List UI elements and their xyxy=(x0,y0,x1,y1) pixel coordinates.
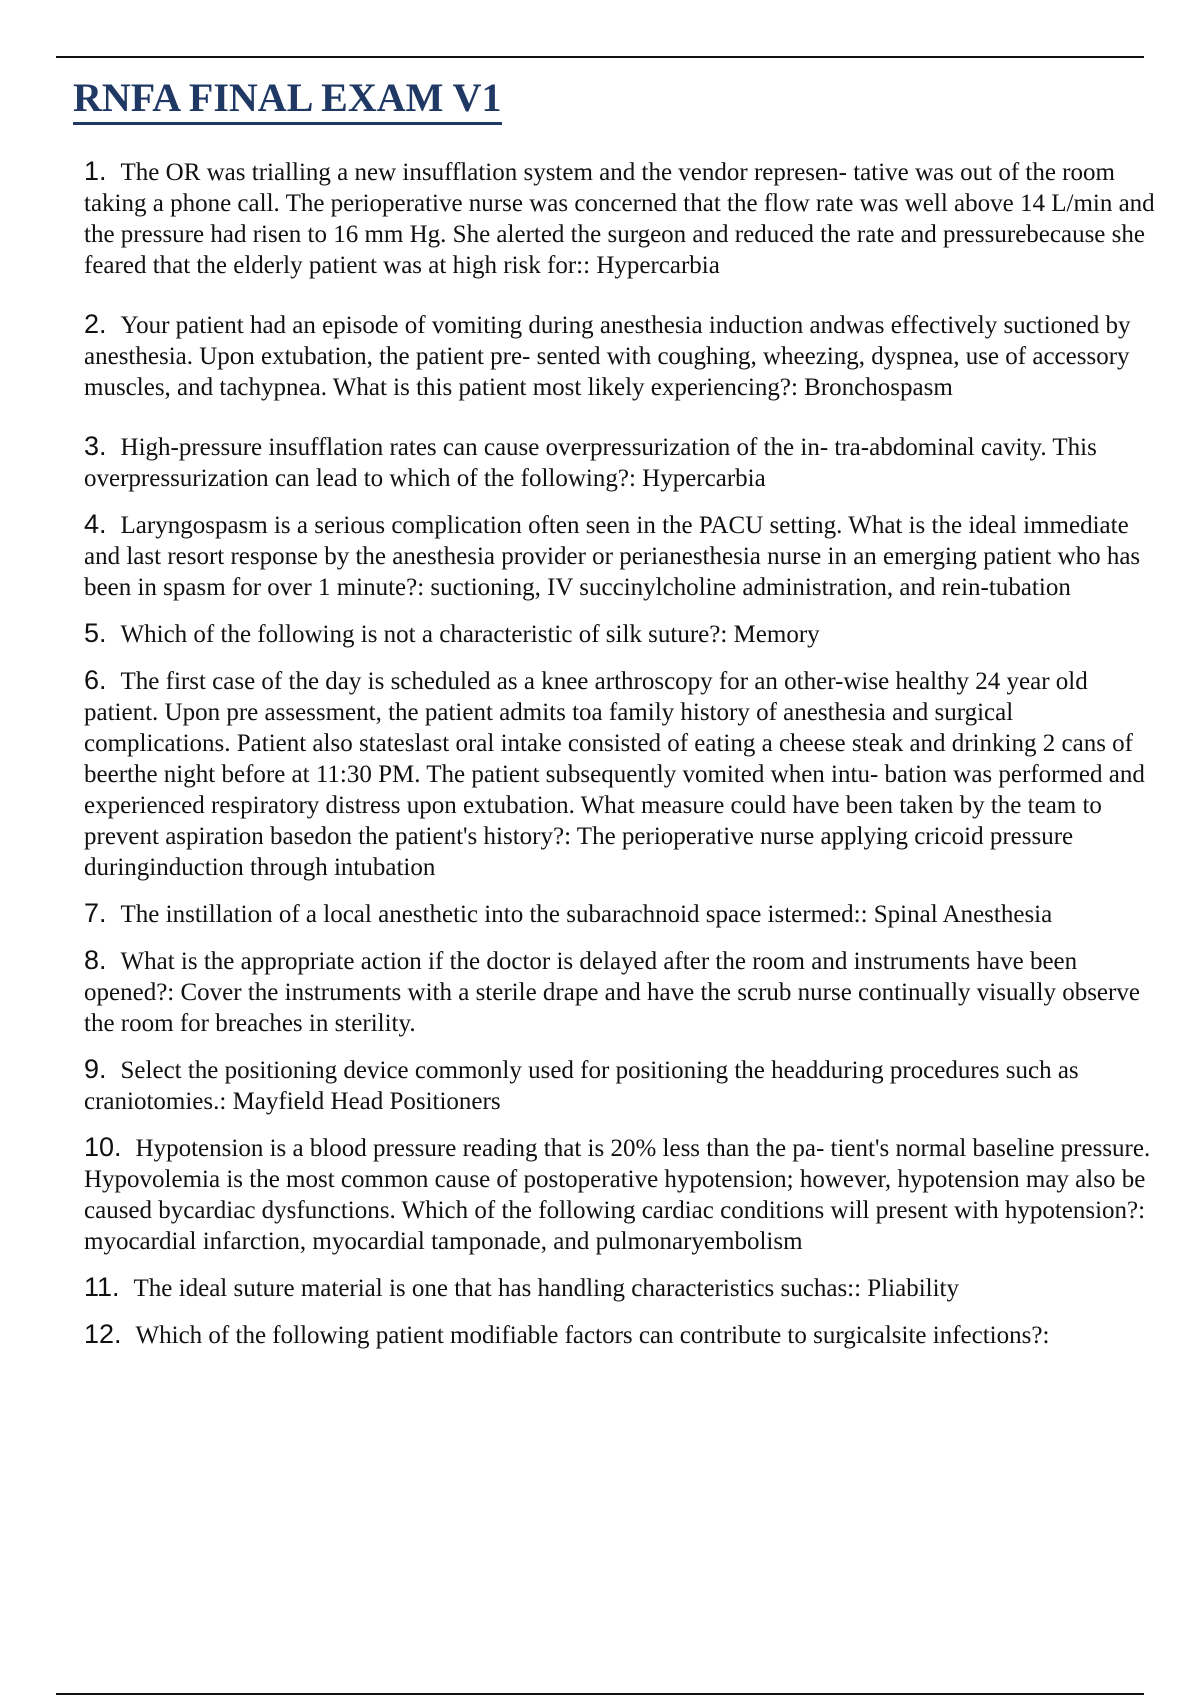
question-text: Which of the following is not a characteristic of silk suture?: Memory xyxy=(120,621,820,648)
bottom-rule xyxy=(56,1693,1144,1695)
question-number: 5. xyxy=(84,618,107,648)
question-item xyxy=(84,156,1156,281)
question-number: 2. xyxy=(84,309,107,339)
question-text: High-pressure insufflation rates can cause overpressurization of the in- tra-abdominal cavity. This overpressurization can lead to which of the following?: Hypercarbia xyxy=(84,434,1097,492)
question-text: Your patient had an episode of vomiting during anesthesia induction andwas effectively suctioned by anesthesia. Upon extubation, the patient pre- sented with coughing, wheezing, dyspnea, use of accessory muscles, and tachypnea. What is this patient most likely experiencing?: Bronchospasm xyxy=(84,312,1131,401)
question-item xyxy=(84,1054,1156,1117)
question-number: 10. xyxy=(84,1132,122,1162)
question-number: 8. xyxy=(84,945,107,975)
question-text: Which of the following patient modifiable factors can contribute to surgicalsite infections?: xyxy=(135,1322,1050,1349)
question-text: The first case of the day is scheduled as a knee arthroscopy for an other-wise healthy 24 year old patient. Upon pre assessment, the patient admits toa family history of anesthesia and surgical complications. Patient also stateslast oral intake consisted of eating a cheese steak and drinking 2 cans of beerthe night before at 11:30 PM. The patient subsequently vomited when intu- bation was performed and experienced respiratory distress upon extubation. What measure could have been taken by the team to prevent aspiration basedon the patient's history?: The perioperative nurse applying cricoid pressure duringinduction through intubation xyxy=(84,668,1145,881)
question-item xyxy=(84,1319,1156,1351)
question-number: 4. xyxy=(84,509,107,539)
top-rule xyxy=(56,56,1144,58)
question-text: The ideal suture material is one that has handling characteristics suchas:: Pliability xyxy=(133,1275,959,1302)
document-title: RNFA FINAL EXAM V1 xyxy=(73,74,502,125)
question-text: What is the appropriate action if the doctor is delayed after the room and instruments have been opened?: Cover the instruments with a sterile drape and have the scrub nurse continually visually observe the room for breaches in sterility. xyxy=(84,948,1140,1037)
question-item xyxy=(84,1132,1156,1257)
question-item xyxy=(84,509,1156,603)
question-item xyxy=(84,898,1156,930)
question-number: 7. xyxy=(84,898,107,928)
question-text: Hypotension is a blood pressure reading that is 20% less than the pa- tient's normal baseline pressure. Hypovolemia is the most common cause of postoperative hypotension; however, hypotension may also be caused bycardiac dysfunctions. Which of the following cardiac conditions will present with hypotension?: myocardial infarction, myocardial tamponade, and pulmonaryembolism xyxy=(84,1135,1151,1255)
question-text: The OR was trialling a new insufflation system and the vendor represen- tative was out of the room taking a phone call. The perioperative nurse was concerned that the flow rate was well above 14 L/min and the pressure had risen to 16 mm Hg. She alerted the surgeon and reduced the rate and pressurebecause she feared that the elderly patient was at high risk for:: Hypercarbia xyxy=(84,159,1155,279)
question-item xyxy=(84,665,1156,883)
question-number: 1. xyxy=(84,156,107,186)
question-text: Laryngospasm is a serious complication often seen in the PACU setting. What is the ideal immediate and last resort response by the anesthesia provider or perianesthesia nurse in an emerging patient who has been in spasm for over 1 minute?: suctioning, IV succinylcholine administration, and rein-tubation xyxy=(84,512,1141,601)
question-list xyxy=(84,156,1156,1366)
question-text: The instillation of a local anesthetic into the subarachnoid space istermed:: Spinal Anesthesia xyxy=(120,901,1053,928)
question-number: 9. xyxy=(84,1054,107,1084)
question-number: 12. xyxy=(84,1319,122,1349)
question-item xyxy=(84,618,1156,650)
question-item xyxy=(84,1272,1156,1304)
question-number: 3. xyxy=(84,431,107,461)
question-number: 6. xyxy=(84,665,107,695)
question-item xyxy=(84,431,1156,494)
question-number: 11. xyxy=(84,1272,120,1302)
question-item xyxy=(84,309,1156,403)
question-item xyxy=(84,945,1156,1039)
question-text: Select the positioning device commonly used for positioning the headduring procedures such as craniotomies.: Mayfield Head Positioners xyxy=(84,1057,1079,1115)
